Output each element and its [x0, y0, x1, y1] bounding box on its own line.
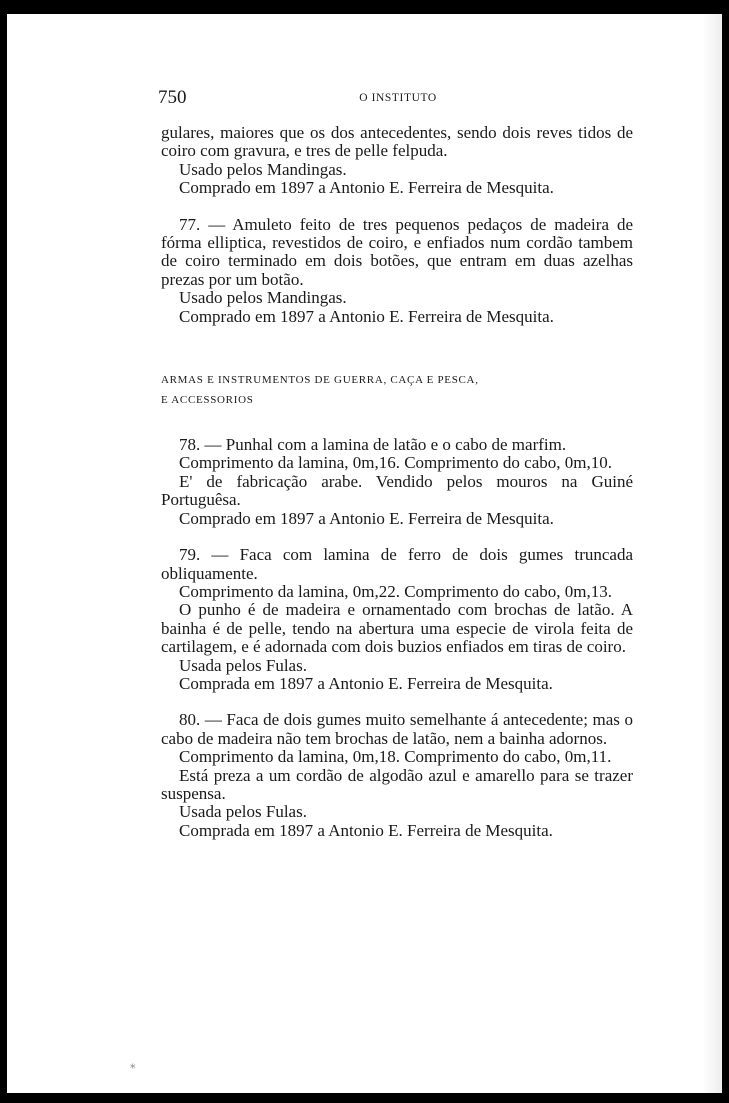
- running-title: O INSTITUTO: [359, 92, 437, 104]
- item-77-purchase: Comprado em 1897 a Antonio E. Ferreira de Mesquita.: [179, 306, 554, 326]
- scan-border-bottom: [0, 1093, 729, 1103]
- item-78-dimensions: Comprimento da lamina, 0m,16. Comprimento do cabo, 0m,10.: [179, 453, 612, 473]
- usage-line: Usado pelos Mandingas.: [179, 159, 347, 179]
- item-79-dimensions: Comprimento da lamina, 0m,22. Comprimento do cabo, 0m,13.: [179, 581, 612, 601]
- scan-border-top: [0, 0, 729, 14]
- scan-border-left: [0, 0, 7, 1103]
- item-80-purchase: Comprada em 1897 a Antonio E. Ferreira de Mesquita.: [179, 820, 553, 840]
- item-79-description: 79. — Faca com lamina de ferro de dois gumes truncada obliquamente.: [161, 545, 633, 583]
- item-79-note: O punho é de madeira e ornamentado com brochas de latão. A bainha é de pelle, tendo na abertura uma especie de virola feita de cartilagem, e é adornada com dois buzios enfiados em tiras de coiro.: [161, 600, 633, 657]
- margin-mark: *: [130, 1062, 136, 1075]
- item-78-note: E' de fabricação arabe. Vendido pelos mouros na Guiné Portuguêsa.: [161, 471, 633, 510]
- item-79-usage: Usada pelos Fulas.: [179, 655, 307, 675]
- body-text: [161, 124, 633, 840]
- item-78-purchase: Comprado em 1897 a Antonio E. Ferreira de Mesquita.: [179, 508, 554, 528]
- item-77-usage: Usado pelos Mandingas.: [179, 288, 347, 308]
- scan-border-right: [722, 0, 729, 1103]
- section-heading-line-2: E ACCESSORIOS: [161, 394, 254, 407]
- page-header: [158, 84, 638, 112]
- section-heading-line-1: ARMAS E INSTRUMENTOS DE GUERRA, CAÇA E PESCA,: [161, 374, 479, 387]
- page-number: 750: [158, 87, 187, 108]
- item-79-purchase: Comprada em 1897 a Antonio E. Ferreira de Mesquita.: [179, 673, 553, 693]
- purchase-line: Comprado em 1897 a Antonio E. Ferreira de Mesquita.: [179, 178, 554, 198]
- item-80-dimensions: Comprimento da lamina, 0m,18. Comprimento do cabo, 0m,11.: [179, 747, 612, 767]
- continued-paragraph: gulares, maiores que os dos antecedentes, sendo dois reves tidos de coiro com gravura, e tres de pelle felpuda.: [161, 123, 633, 161]
- item-78-description: 78. — Punhal com a lamina de latão e o cabo de marfim.: [179, 435, 567, 455]
- item-80-description: 80. — Faca de dois gumes muito semelhante á antecedente; mas o cabo de madeira não tem brochas de latão, nem a bainha adornos.: [161, 710, 633, 748]
- item-77-description: 77. — Amuleto feito de tres pequenos pedaços de madeira de fórma elliptica, revestidos de coiro, e enfiados num cordão tambem de coiro terminado em dois botões, que entram em duas azelhas prezas por um botão.: [161, 214, 633, 289]
- page-edge-shadow: [702, 14, 722, 1093]
- item-80-note: Está preza a um cordão de algodão azul e amarello para se trazer suspensa.: [161, 765, 633, 803]
- item-80-usage: Usada pelos Fulas.: [179, 802, 307, 822]
